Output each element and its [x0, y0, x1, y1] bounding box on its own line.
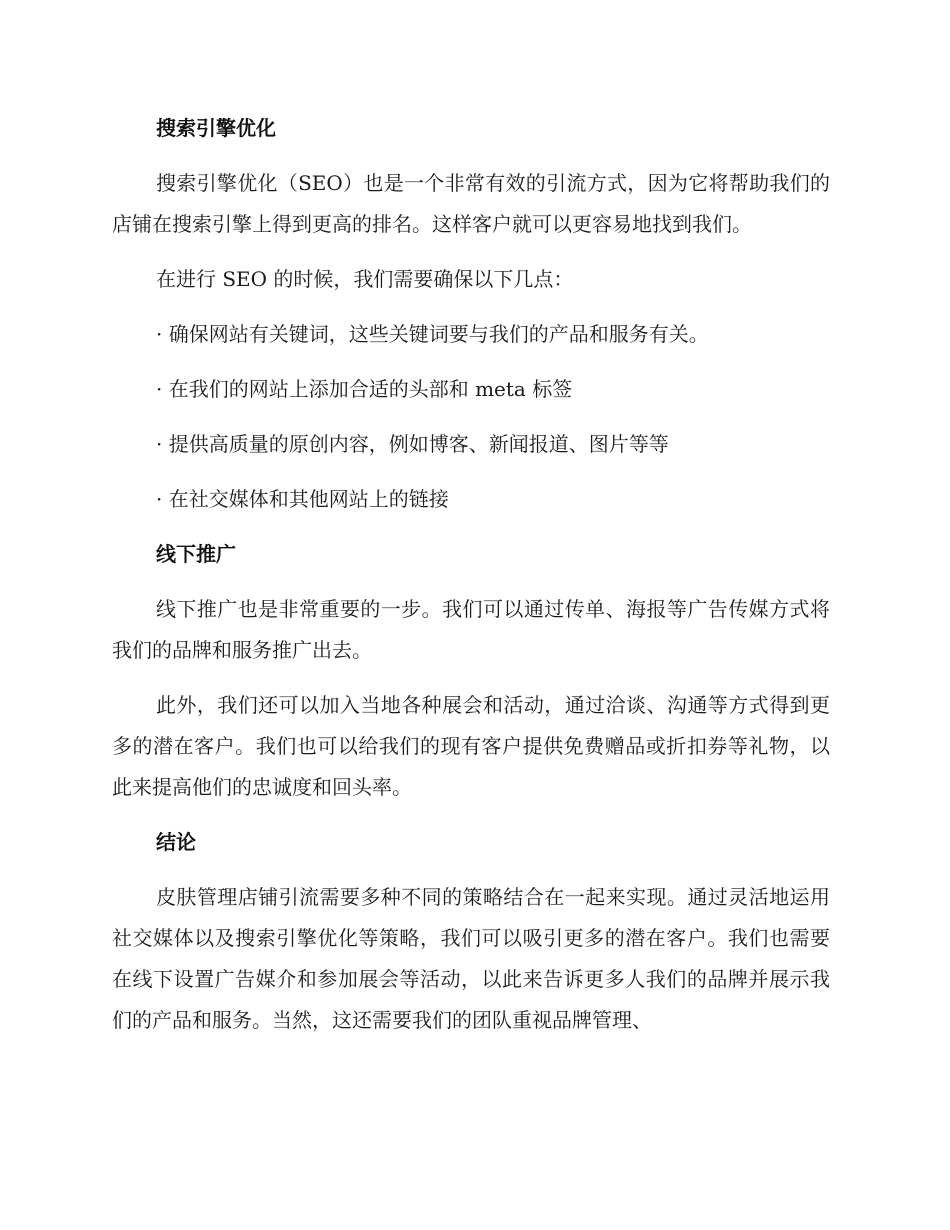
paragraph: 在进行 SEO 的时候，我们需要确保以下几点： [156, 267, 574, 291]
bullet-item: · 确保网站有关键词，这些关键词要与我们的产品和服务有关。 [156, 322, 709, 346]
bullet-item: · 在我们的网站上添加合适的头部和 meta 标签 [156, 377, 573, 401]
section-heading: 线下推广 [156, 542, 236, 566]
section-conclusion [112, 822, 830, 1041]
paragraph: 线下推广也是非常重要的一步。我们可以通过传单、海报等广告传媒方式将我们的品牌和服务推广出去。 [112, 597, 830, 662]
section-heading: 搜索引擎优化 [156, 116, 276, 140]
bullet-item: · 提供高质量的原创内容，例如博客、新闻报道、图片等等 [156, 432, 669, 456]
paragraph: 搜索引擎优化（SEO）也是一个非常有效的引流方式，因为它将帮助我们的店铺在搜索引擎上得到更高的排名。这样客户就可以更容易地找到我们。 [112, 171, 830, 236]
section-seo [112, 108, 830, 520]
paragraph: 皮肤管理店铺引流需要多种不同的策略结合在一起来实现。通过灵活地运用社交媒体以及搜索引擎优化等策略，我们可以吸引更多的潜在客户。我们也需要在线下设置广告媒介和参加展会等活动，以此来告诉更多人我们的品牌并展示我们的产品和服务。当然，这还需要我们的团队重视品牌管理、 [112, 885, 830, 1032]
section-heading: 结论 [156, 830, 196, 854]
paragraph: 此外，我们还可以加入当地各种展会和活动，通过洽谈、沟通等方式得到更多的潜在客户。我们也可以给我们的现有客户提供免费赠品或折扣券等礼物，以此来提高他们的忠诚度和回头率。 [112, 693, 830, 799]
section-offline-promotion [112, 534, 830, 808]
bullet-item: · 在社交媒体和其他网站上的链接 [156, 487, 449, 511]
